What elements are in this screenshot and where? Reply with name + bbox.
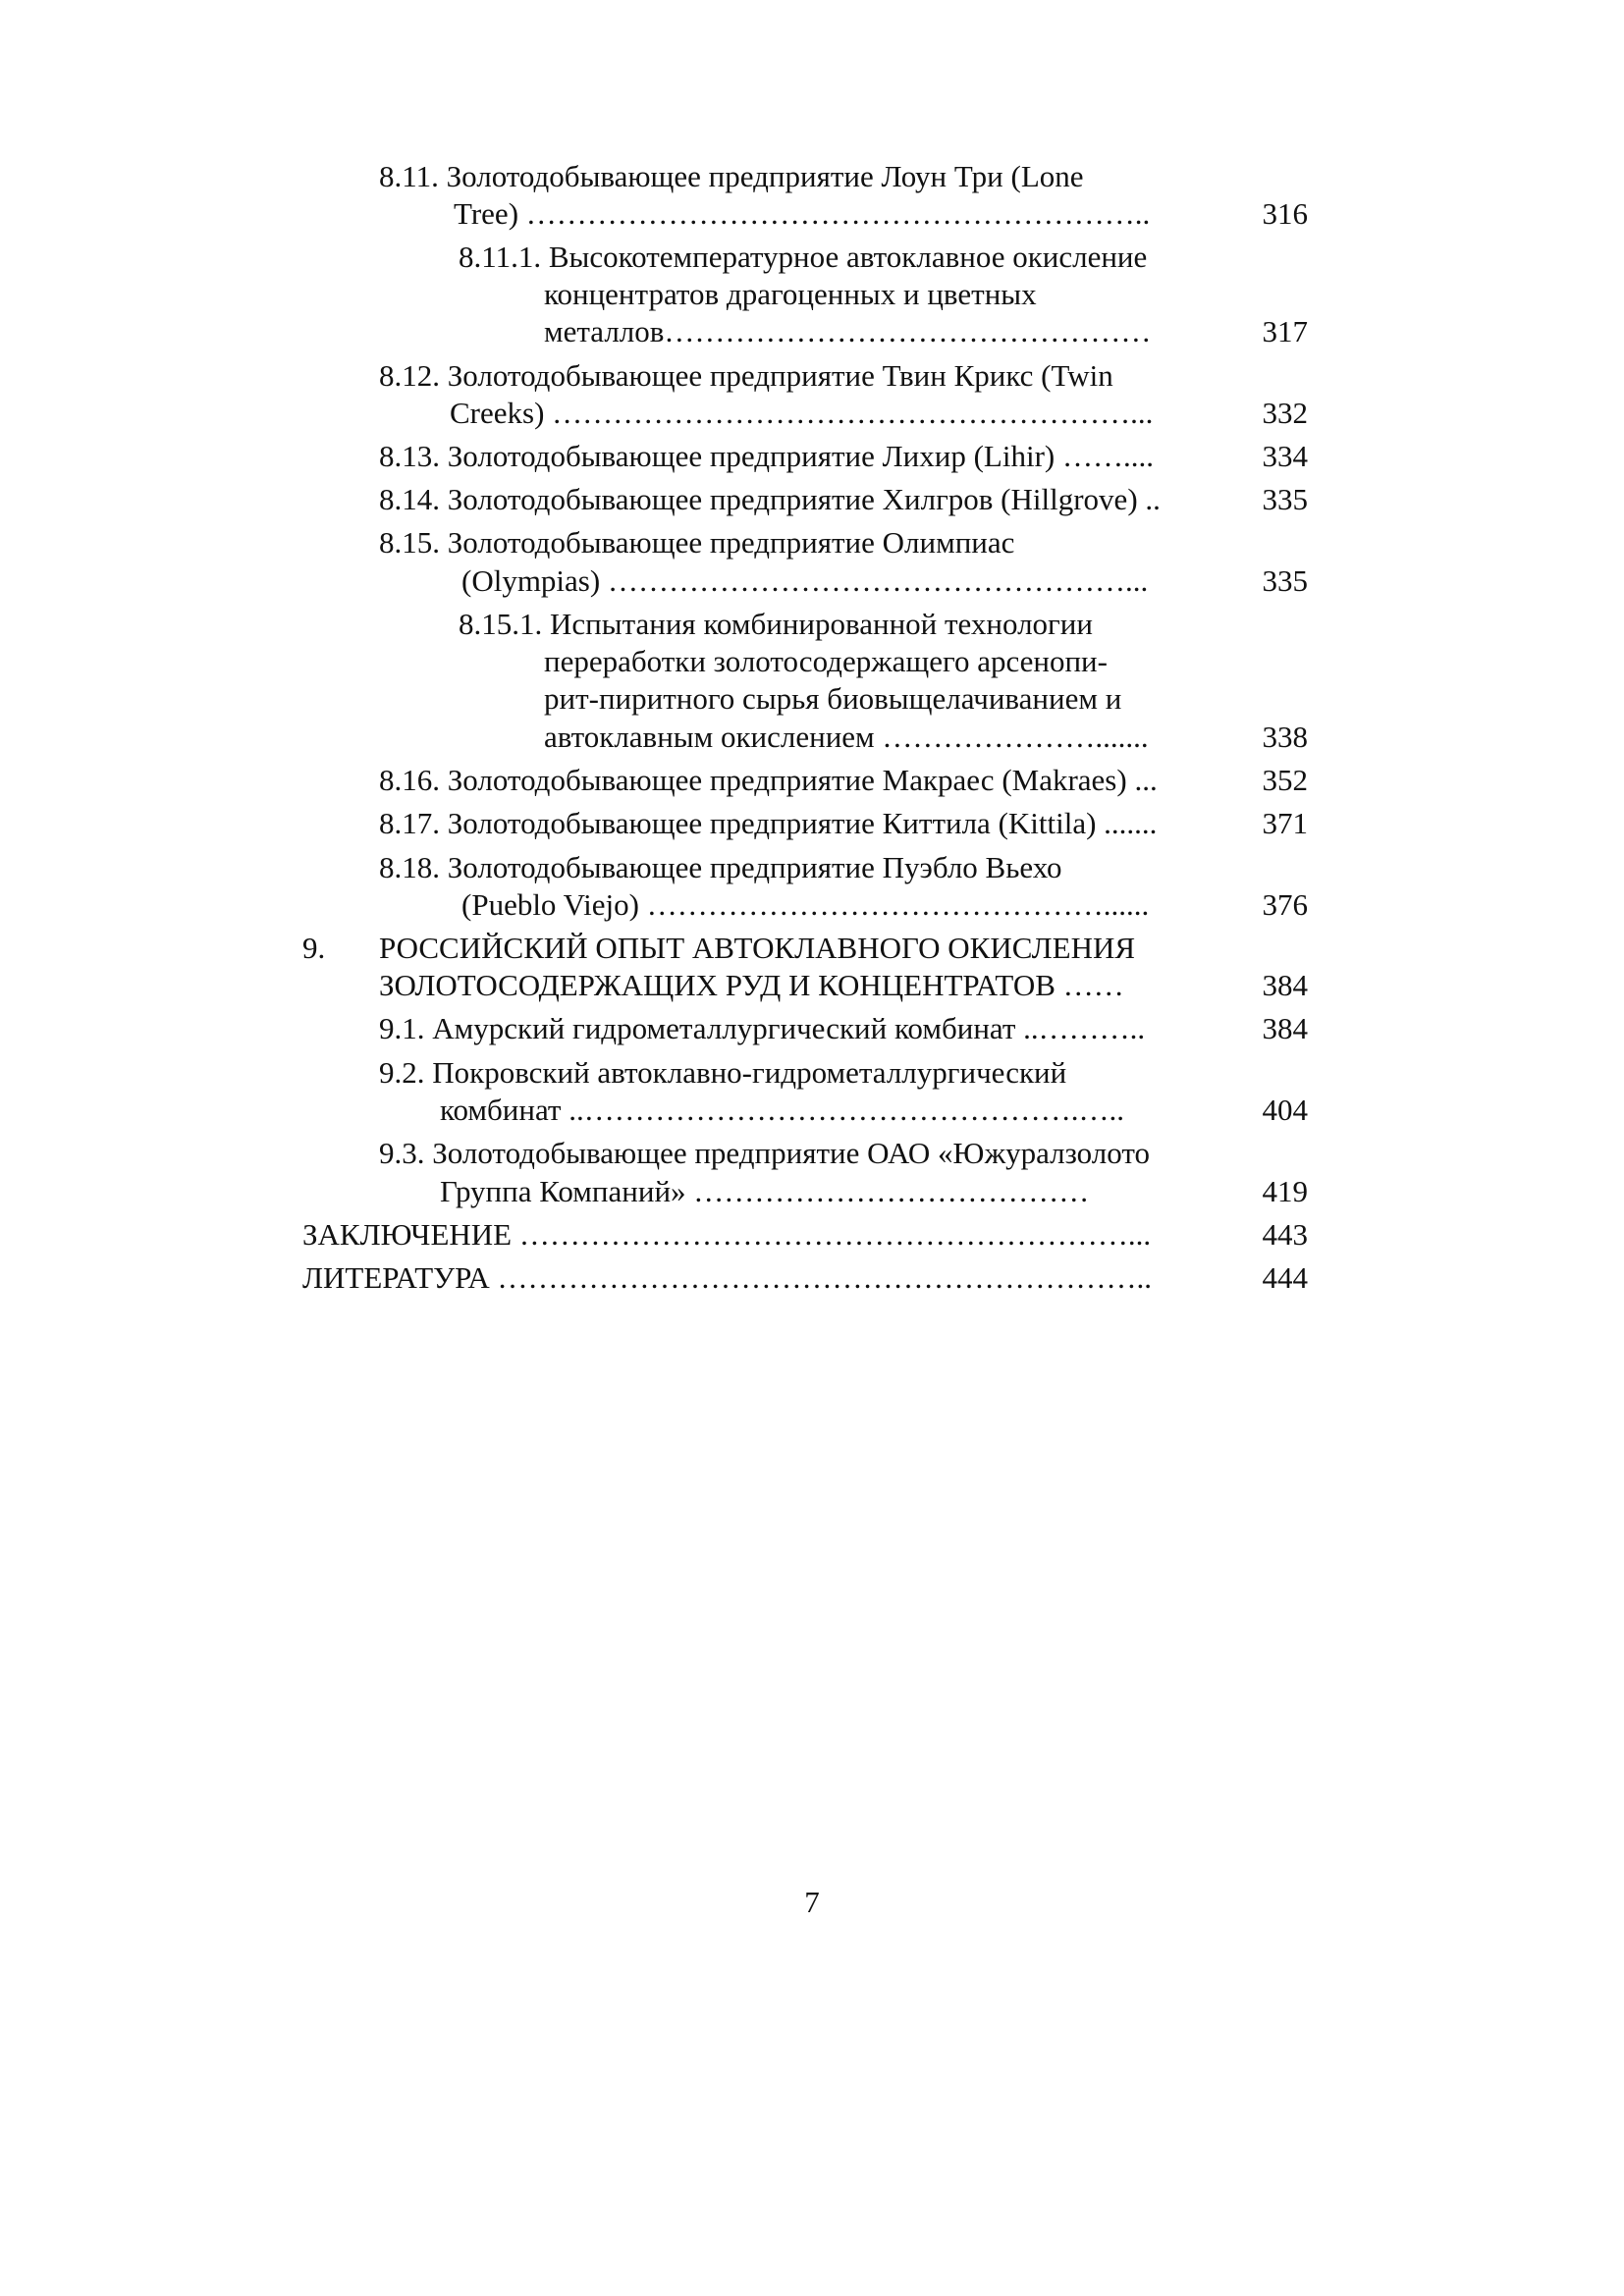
toc-entry-8-16-page: 352 xyxy=(1262,763,1308,797)
toc-entry-9-3-line-2: Группа Компаний» ………………………………… xyxy=(440,1174,1090,1208)
toc-entry-8-11-line-1: 8.11. Золотодобывающее предприятие Лоун Три (Lone xyxy=(379,159,1084,193)
toc-entry-9-1-page: 384 xyxy=(1262,1011,1308,1045)
toc-chapter-9-line-1: РОССИЙСКИЙ ОПЫТ АВТОКЛАВНОГО ОКИСЛЕНИЯ xyxy=(379,931,1136,965)
toc-entry-8-15-1-page: 338 xyxy=(1262,720,1308,754)
toc-entry-8-18-line-2: (Pueblo Viejo) ………………………………………...... xyxy=(461,887,1150,922)
toc-entry-8-15-1-line-3: рит-пиритного сырья биовыщелачиванием и xyxy=(544,681,1122,716)
toc-entry-8-15-1-line-4: автоклавным окислением …………………....... xyxy=(544,720,1149,754)
toc-entry-8-14: 8.14. Золотодобывающее предприятие Хилгров (Hillgrove) .. xyxy=(379,482,1161,516)
toc-entry-9-3-page: 419 xyxy=(1262,1174,1308,1208)
toc-entry-9-2-line-2: комбинат ..………………………………………….….. xyxy=(440,1093,1124,1127)
toc-entry-8-17-page: 371 xyxy=(1262,806,1308,840)
toc-entry-8-14-page: 335 xyxy=(1262,482,1308,516)
toc-entry-8-15-page: 335 xyxy=(1262,563,1308,598)
toc-entry-8-18-line-1: 8.18. Золотодобывающее предприятие Пуэбло Вьехо xyxy=(379,850,1062,884)
toc-entry-9-2-page: 404 xyxy=(1262,1093,1308,1127)
toc-chapter-9-page: 384 xyxy=(1262,968,1308,1002)
toc-entry-8-15-line-2: (Olympias) ……………………………………………... xyxy=(461,563,1149,598)
toc-entry-8-15-line-1: 8.15. Золотодобывающее предприятие Олимпиас xyxy=(379,525,1015,560)
toc-chapter-9-number: 9. xyxy=(302,931,326,965)
toc-entry-8-11-page: 316 xyxy=(1262,196,1308,231)
toc-conclusion-page: 443 xyxy=(1262,1217,1308,1252)
toc-references-page: 444 xyxy=(1262,1260,1308,1295)
toc-chapter-9-line-2: ЗОЛОТОСОДЕРЖАЩИХ РУД И КОНЦЕНТРАТОВ …… xyxy=(379,968,1124,1002)
toc-entry-8-18-page: 376 xyxy=(1262,887,1308,922)
toc-entry-8-12-page: 332 xyxy=(1262,396,1308,430)
toc-entry-8-12-line-2: Creeks) …………………………………………………... xyxy=(450,396,1154,430)
toc-entry-8-11-1-line-2: концентратов драгоценных и цветных xyxy=(544,277,1037,311)
toc-entry-8-15-1-line-2: переработки золотосодержащего арсенопи- xyxy=(544,644,1108,678)
toc-entry-8-11-line-2: Tree) …………………………………………………….. xyxy=(454,196,1151,231)
toc-entry-8-15-1-line-1: 8.15.1. Испытания комбинированной технологии xyxy=(459,607,1093,641)
toc-entry-9-1: 9.1. Амурский гидрометаллургический комбинат ..……….. xyxy=(379,1011,1146,1045)
page-number: 7 xyxy=(804,1885,820,1919)
toc-entry-9-3-line-1: 9.3. Золотодобывающее предприятие ОАО «Южуралзолото xyxy=(379,1136,1150,1170)
toc-entry-9-2-line-1: 9.2. Покровский автоклавно-гидрометаллургический xyxy=(379,1055,1067,1090)
toc-entry-8-17: 8.17. Золотодобывающее предприятие Киттила (Kittila) ....... xyxy=(379,806,1158,840)
toc-conclusion: ЗАКЛЮЧЕНИЕ ……………………………………………………... xyxy=(302,1217,1152,1252)
toc-entry-8-12-line-1: 8.12. Золотодобывающее предприятие Твин Крикс (Twin xyxy=(379,358,1113,393)
toc-entry-8-13: 8.13. Золотодобывающее предприятие Лихир (Lihir) …….... xyxy=(379,439,1154,473)
toc-entry-8-11-1-page: 317 xyxy=(1262,314,1308,348)
toc-references: ЛИТЕРАТУРА ……………………………………………………….. xyxy=(302,1260,1153,1295)
toc-entry-8-11-1-line-3: металлов………………………………………… xyxy=(544,314,1152,348)
toc-entry-8-16: 8.16. Золотодобывающее предприятие Макраес (Makraes) ... xyxy=(379,763,1158,797)
toc-entry-8-13-page: 334 xyxy=(1262,439,1308,473)
toc-entry-8-11-1-line-1: 8.11.1. Высокотемпературное автоклавное окисление xyxy=(459,240,1148,274)
